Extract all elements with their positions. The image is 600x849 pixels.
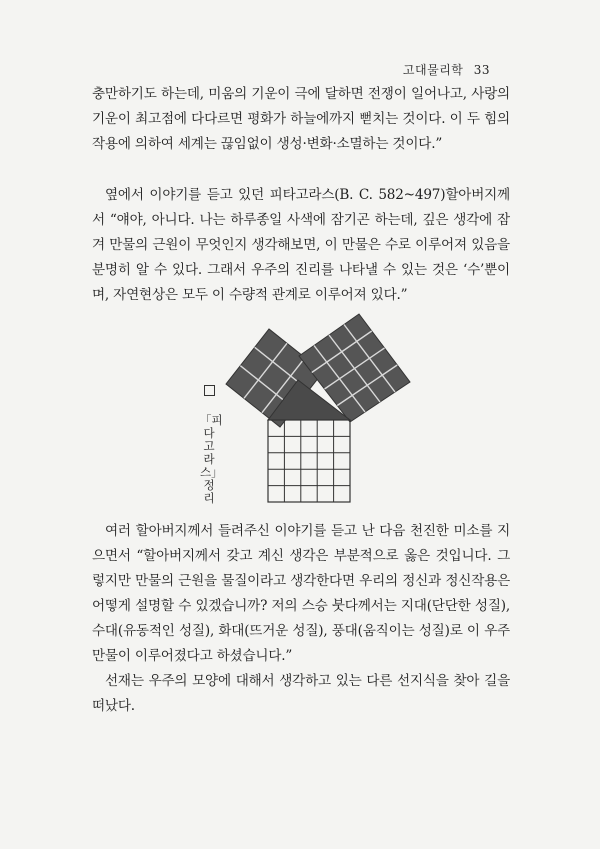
figure-caption [200,372,223,505]
paragraph-text: 선재는 우주의 모양에 대해서 생각하고 있는 다른 선지식을 찾아 길을 떠났다. [92,673,510,714]
running-header [403,61,490,78]
paragraph-4 [92,669,510,719]
paragraph-2 [92,183,510,308]
paragraph-1 [92,82,510,157]
page-number: 33 [473,63,490,77]
paragraph-text: 충만하기도 하는데, 미움의 기운이 극에 달하면 전쟁이 일어나고, 사랑의 기운이 최고점에 다다르면 평화가 하늘에까지 뻗치는 것이다. 이 두 힘의 작용에 의하여 세계는 끊임없이 생성·변화·소멸하는 것이다.” [92,86,510,152]
pythagorean-figure [220,300,440,510]
paragraph-3 [92,519,510,669]
large-square [268,420,350,502]
caption-text: 「피 다 고 라 스」 정 리 [200,413,223,505]
paragraph-text: 여러 할아버지께서 들려주신 이야기를 듣고 난 다음 천진한 미소를 지으면서 “할아버지께서 갖고 계신 생각은 부분적으로 옳은 것입니다. 그렇지만 만물의 근원을 물질이라고 생각한다면 우리의 정신과 정신작용은 어떻게 설명할 수 있겠습니까? 저의 스승 붓다께서는 지대(단단한 성질), 수대(유동적인 성질), 화대(뜨거운 성질), 풍대(움직이는 성질)로 이 우주 만물이 이루어졌다고 하셨습니다.” [92,523,510,664]
caption-box-icon [204,385,215,396]
header-title: 고대물리학 [402,63,464,77]
paragraph-text: 옆에서 이야기를 듣고 있던 피타고라스(B. C. 582~497)할아버지께서 “얘야, 아니다. 나는 하루종일 사색에 잠기곤 하는데, 깊은 생각에 잠겨 만물의 근원이 무엇인지 생각해보면, 이 만물은 수로 이루어져 있음을 분명히 알 수 있다. 그래서 우주의 진리를 나타낼 수 있는 것은 ‘수’뿐이며, 자연현상은 모두 이 수량적 관계로 이루어져 있다.” [92,187,510,303]
